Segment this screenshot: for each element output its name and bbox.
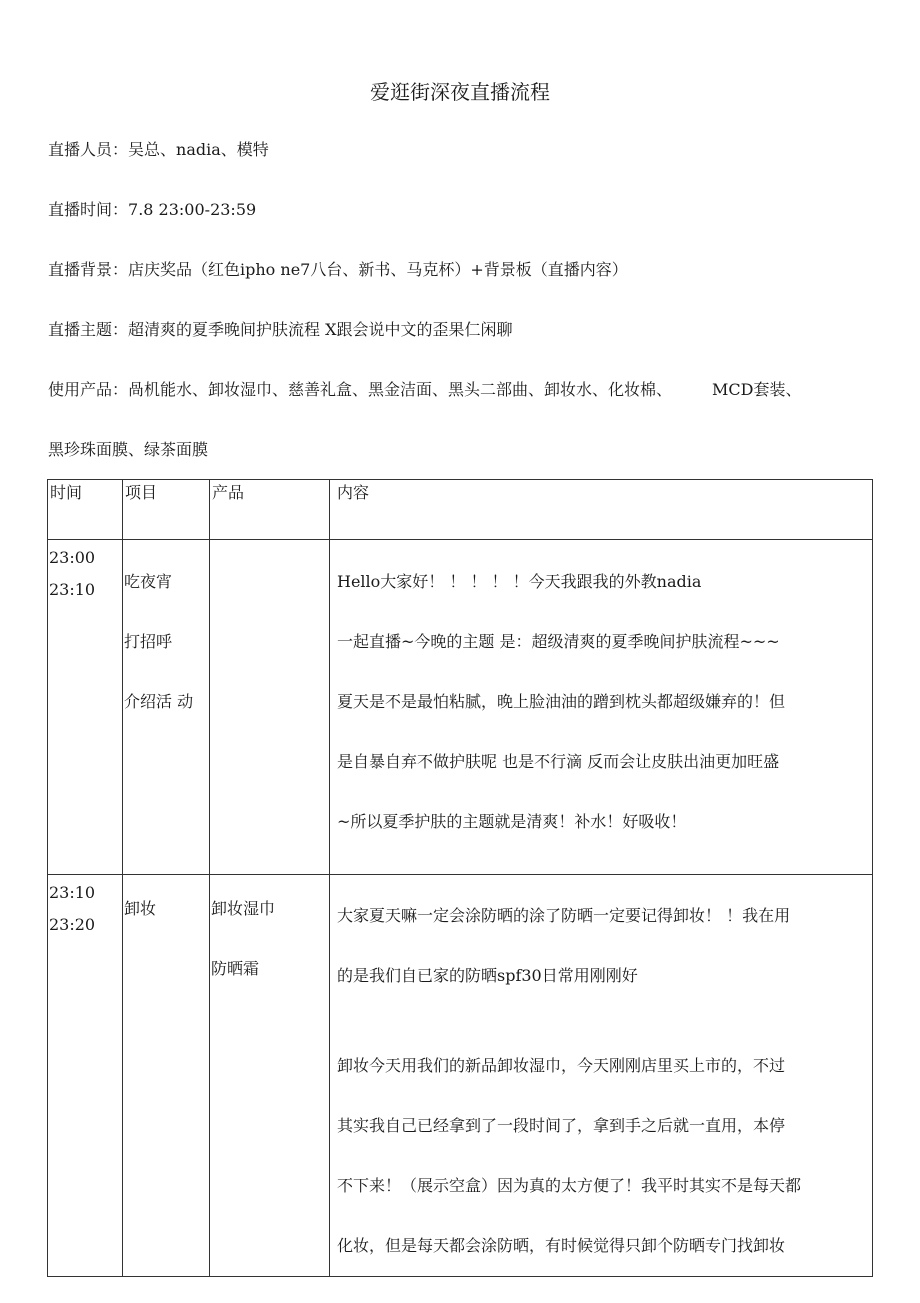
document-title: 爱逛街深夜直播流程 bbox=[370, 80, 550, 104]
meta-label: 使用产品： bbox=[48, 380, 129, 399]
meta-value: 超清爽的夏季晚间护肤流程 X跟会说中文的歪果仁闲聊 bbox=[128, 320, 513, 339]
time-start: 23:00 bbox=[49, 548, 96, 567]
content-line: 其实我自己已经拿到了一段时间了，拿到手之后就一直用，本停 bbox=[337, 1116, 786, 1135]
content-line: 夏天是不是最怕粘腻，晚上脸油油的蹭到枕头都超级嫌弃的！但 bbox=[337, 692, 786, 711]
content-line: 不下来！（展示空盒）因为真的太方便了！我平时其实不是每天都 bbox=[337, 1176, 802, 1195]
time-end: 23:10 bbox=[49, 580, 96, 599]
item-cell bbox=[123, 540, 210, 875]
item-entry: 打招呼 bbox=[124, 632, 173, 651]
time-start: 23:10 bbox=[49, 883, 96, 902]
product-entry: 防晒霜 bbox=[211, 959, 260, 978]
meta-background bbox=[48, 258, 628, 282]
meta-label: 直播时间： bbox=[48, 200, 129, 219]
meta-value-extra: MCD套装、 bbox=[712, 380, 802, 399]
meta-products-continued: 黑珍珠面膜、绿茶面膜 bbox=[48, 440, 209, 459]
meta-products bbox=[48, 378, 802, 402]
meta-value: 7.8 23:00-23:59 bbox=[128, 200, 257, 219]
table-header-row bbox=[48, 480, 873, 540]
content-line: Hello大家好！ ！ ！ ！ ！今天我跟我的外教nadia bbox=[337, 572, 702, 591]
meta-value: 吴总、nadia、模特 bbox=[128, 140, 269, 159]
content-line: ~所以夏季护肤的主题就是清爽！补水！好吸收！ bbox=[337, 812, 687, 831]
item-cell bbox=[123, 875, 210, 1277]
content-line: 是自暴自弃不做护肤呢 也是不行滴 反而会让皮肤出油更加旺盛 bbox=[337, 752, 780, 771]
header-time: 时间 bbox=[48, 480, 123, 540]
content-line: 卸妆今天用我们的新品卸妆湿巾，今天刚刚店里买上市的，不过 bbox=[337, 1056, 786, 1075]
meta-label: 直播主题： bbox=[48, 320, 129, 339]
header-item: 项目 bbox=[123, 480, 210, 540]
item-entry: 吃夜宵 bbox=[124, 572, 173, 591]
meta-label: 直播背景： bbox=[48, 260, 129, 279]
time-cell bbox=[48, 540, 123, 875]
content-line: 的是我们自已家的防晒spf30日常用刚刚好 bbox=[337, 966, 638, 985]
header-product: 产品 bbox=[210, 480, 330, 540]
item-entry: 介绍活 动 bbox=[124, 692, 194, 711]
product-entry: 卸妆湿巾 bbox=[211, 899, 276, 918]
content-line: 化妆，但是每天都会涂防晒，有时候觉得只卸个防晒专门找卸妆 bbox=[337, 1236, 786, 1255]
content-cell bbox=[330, 540, 873, 875]
time-cell bbox=[48, 875, 123, 1277]
header-content: 内容 bbox=[330, 480, 873, 540]
meta-value: 店庆奖品（红色ipho ne7八台、新书、马克杯）+背景板（直播内容） bbox=[128, 260, 628, 279]
time-end: 23:20 bbox=[49, 915, 96, 934]
item-entry: 卸妆 bbox=[124, 899, 157, 918]
table-row bbox=[48, 540, 873, 875]
table-row bbox=[48, 875, 873, 1277]
content-cell bbox=[330, 875, 873, 1277]
meta-value: 咼机能水、卸妆湿巾、慈善礼盒、黑金洁面、黑头二部曲、卸妆水、化妆棉、 bbox=[128, 380, 673, 399]
meta-time bbox=[48, 198, 256, 222]
schedule-table bbox=[47, 479, 873, 1277]
content-line: 一起直播~今晚的主题 是：超级清爽的夏季晚间护肤流程~~~ bbox=[337, 632, 780, 651]
paragraph-spacer bbox=[330, 1006, 872, 1036]
product-cell bbox=[210, 540, 330, 875]
meta-theme bbox=[48, 318, 513, 342]
meta-label: 直播人员： bbox=[48, 140, 129, 159]
product-cell bbox=[210, 875, 330, 1277]
meta-staff bbox=[48, 138, 269, 162]
content-line: 大家夏天嘛一定会涂防晒的涂了防晒一定要记得卸妆！ ！我在用 bbox=[337, 906, 791, 925]
